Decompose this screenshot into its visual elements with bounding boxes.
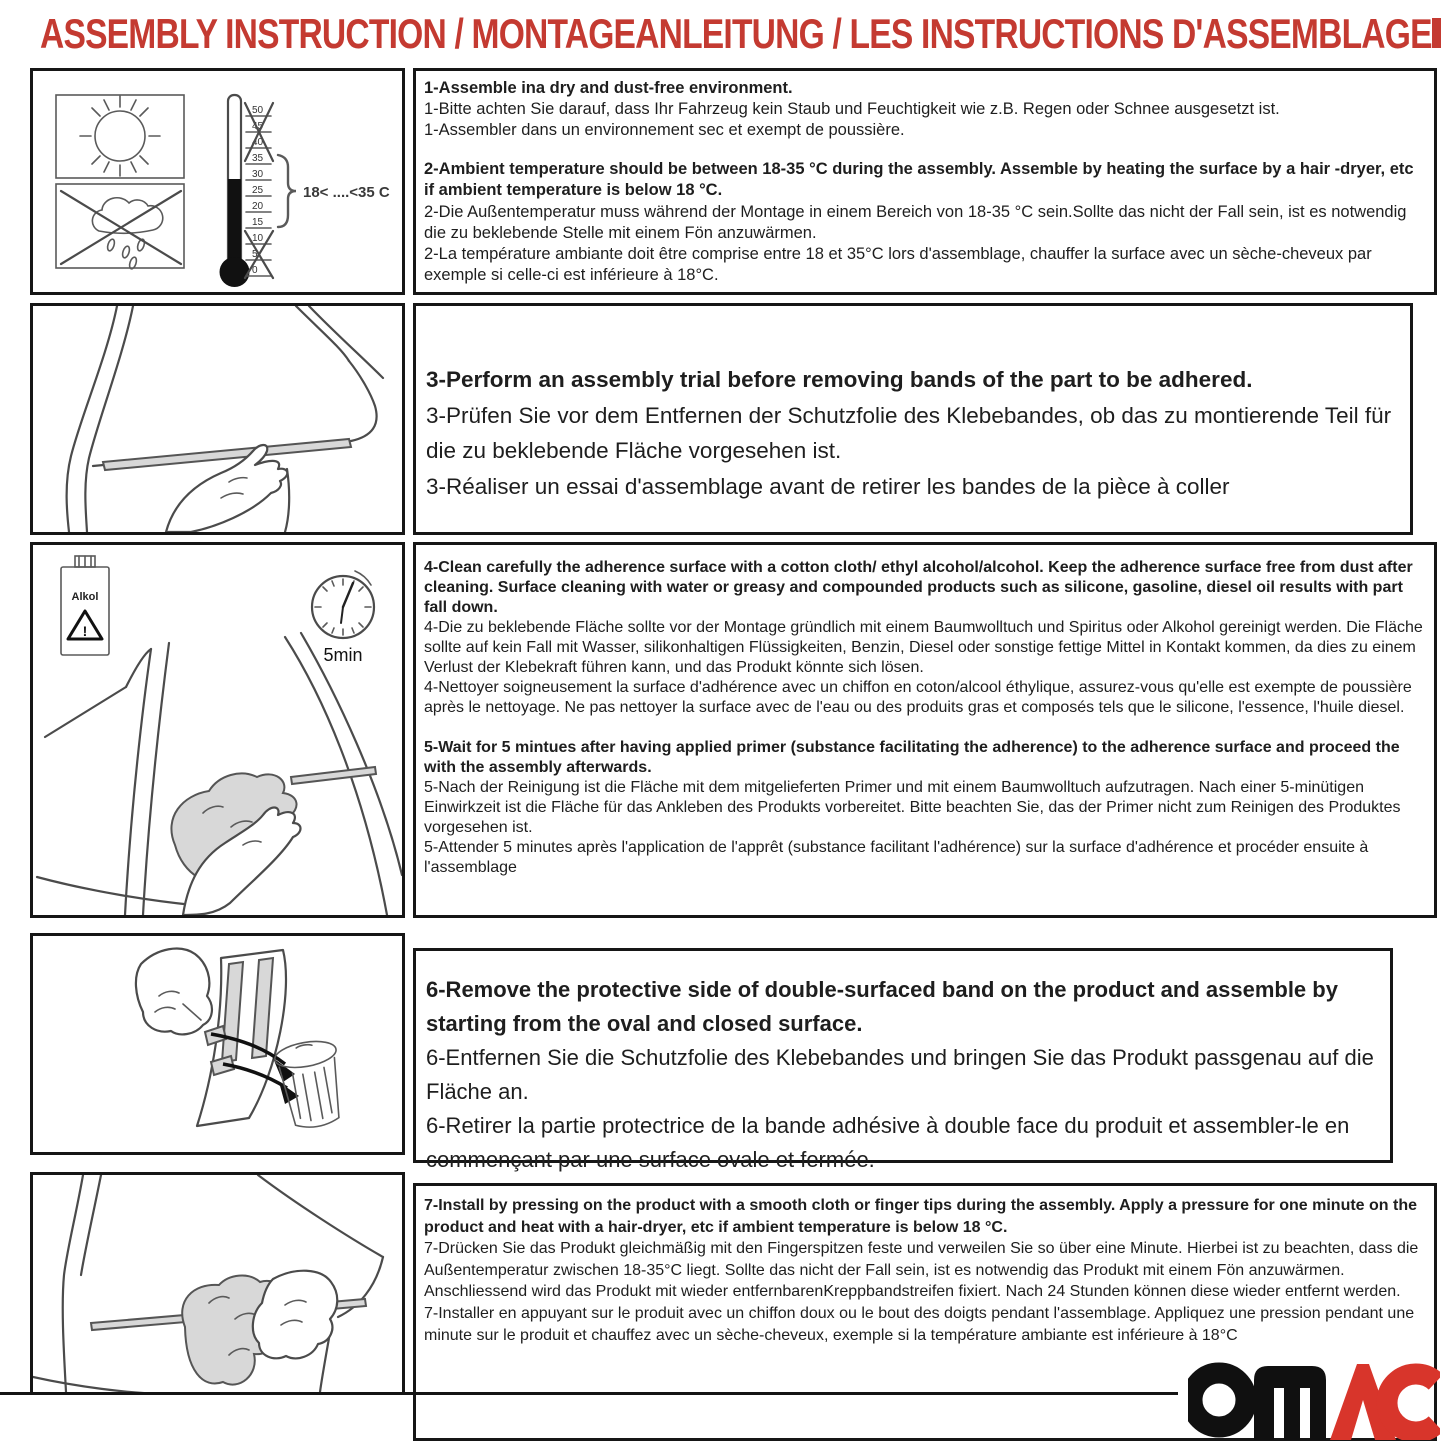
svg-text:25: 25	[252, 185, 264, 196]
step1-en: 1-Assemble ina dry and dust-free environment.	[424, 79, 793, 97]
figure-pressing	[30, 1172, 405, 1395]
step6-en: 6-Remove the protective side of double-surfaced band on the product and assemble by starting from the oval and closed surface.	[426, 977, 1338, 1037]
trash-can-icon	[273, 1037, 349, 1131]
product-panel	[197, 950, 286, 1126]
svg-text:0: 0	[252, 265, 258, 276]
bottle-label: Alkol	[71, 591, 99, 603]
alcohol-bottle-icon	[61, 556, 109, 655]
logo-letter-o	[1192, 1373, 1246, 1427]
pressing-illustration	[33, 1175, 402, 1392]
step5-de: 5-Nach der Reinigung ist die Fläche mit dem mitgelieferten Primer und mit einem Baumwolltuch aufzutragen. Nach einer 5-minütigen Einwirkzeit ist die Fläche für das Ankleben des Produkts vorbereitet. Bitte beachten Sie, das der Primer nicht zum Reinigen des Produktes vorgesehen ist.	[424, 779, 1401, 836]
svg-text:10: 10	[252, 233, 264, 244]
figure-tape-removal	[30, 933, 405, 1155]
page-title: ASSEMBLY INSTRUCTION / MONTAGEANLEITUNG / LES INSTRUCTIONS D'ASSEMBLAGE	[40, 10, 1432, 57]
omac-logo-mark	[1188, 1356, 1440, 1440]
section-steps-1-2	[413, 68, 1437, 295]
trim-strip	[103, 439, 351, 470]
svg-text:15: 15	[252, 217, 264, 228]
footer-rule	[0, 1392, 1178, 1395]
trial-fit-illustration	[33, 306, 402, 532]
step3-fr: 3-Réaliser un essai d'assemblage avant de retirer les bandes de la pièce à coller	[426, 473, 1230, 499]
figure-environment	[30, 68, 405, 295]
step5-en: 5-Wait for 5 mintues after having applied primer (substance facilitating the adherence) to the adherence surface and proceed the with the assembly afterwards.	[424, 739, 1400, 776]
step1-de: 1-Bitte achten Sie darauf, dass Ihr Fahrzeug kein Staub und Feuchtigkeit wie z.B. Regen oder Schnee ausgesetzt ist.	[424, 100, 1280, 119]
step2-de: 2-Die Außentemperatur muss während der Montage in einem Bereich von 18-35 °C sein.Sollte das nicht der Fall sein, ist es notwendig die zu beklebende Stelle mit einem Fön anzuwärmen.	[424, 202, 1407, 242]
temperature-range-label: 18< ....<35 C	[303, 184, 390, 201]
logo-letter-c	[1387, 1374, 1436, 1432]
svg-text:45: 45	[252, 121, 264, 132]
step6-fr: 6-Retirer la partie protectrice de la bande adhésive à double face du produit et assembler-le en commençant par une surface ovale et fermée.	[426, 1113, 1350, 1173]
omac-logo	[1188, 1356, 1440, 1440]
cropped-red-mark	[1432, 18, 1441, 48]
svg-text:30: 30	[252, 169, 264, 180]
step1-fr: 1-Assembler dans un environnement sec et exempt de poussière.	[424, 121, 905, 140]
step7-en: 7-Install by pressing on the product with a smooth cloth or finger tips during the assembly. Apply a pressure for one minute on the product and heat with a hair-dryer, etc if ambient temperature is below 18 °C.	[424, 1197, 1417, 1236]
logo-letter-m	[1254, 1366, 1326, 1440]
step3-de: 3-Prüfen Sie vor dem Entfernen der Schutzfolie des Klebebandes, ob das zu montierende Teil für die zu beklebende Fläche vorgesehen ist.	[426, 402, 1392, 464]
step5-fr: 5-Attender 5 minutes après l'application de l'apprêt (substance facilitant l'adhérence) sur la surface d'adhérence et procéder ensuite à l'assemblage	[424, 839, 1369, 876]
trim-strip	[291, 767, 376, 784]
svg-text:50: 50	[252, 105, 264, 116]
section-step-3	[413, 303, 1413, 535]
trim-strip	[91, 1315, 186, 1330]
section-step-6	[413, 948, 1393, 1173]
step4-en: 4-Clean carefully the adherence surface with a cotton cloth/ ethyl alcohol/alcohol. Keep the adherence surface free from dust after cleaning. Surface cleaning with water or greasy and compounded products such as silicone, gasoline, diesel oil results with part fall down.	[424, 559, 1413, 616]
hand-icon	[136, 949, 212, 1035]
step2-fr: 2-La température ambiante doit être comprise entre 18 et 35°C lors d'assemblage, chauffer la surface avec un sèche-cheveux par exemple si celle-ci est inférieure à 18°C.	[424, 244, 1372, 284]
range-brace	[278, 155, 296, 227]
svg-text:35: 35	[252, 153, 264, 164]
step2-en: 2-Ambient temperature should be between 18-35 °C during the assembly. Assemble by heating the surface by a hair -dryer, etc if ambient temperature is below 18 °C.	[424, 160, 1414, 200]
figure-cleaning	[30, 542, 405, 918]
svg-text:20: 20	[252, 201, 264, 212]
step7-fr: 7-Installer en appuyant sur le produit avec un chiffon doux ou le bout des doigts pendant l'assemblage. Appliquez une pression pendant une minute sur le produit et chauffez avec un sèche-cheveux, exemple si la température ambiante est inférieure à 18°C	[424, 1304, 1415, 1344]
environment-illustration	[33, 71, 402, 292]
step4-fr: 4-Nettoyer soigneusement la surface d'adhérence avec un chiffon en coton/alcool éthylique, assurez-vous qu'elle est exempte de poussière après le nettoyage. Ne pas nettoyer la surface avec de l'eau ou des produits gras et composés tels que le silicone, l'essence, l'huile diesel.	[424, 679, 1412, 716]
thermometer-icon	[220, 95, 390, 287]
tape-removal-illustration	[33, 936, 402, 1152]
section-steps-4-5	[413, 542, 1437, 918]
warning-triangle-icon	[68, 611, 102, 639]
clock-icon	[312, 571, 374, 665]
step4-de: 4-Die zu beklebende Fläche sollte vor der Montage gründlich mit einem Baumwolltuch und Spiritus oder Alkohol gereinigt werden. Die Fläche sollte auf kein Fall mit Wasser, silikonhaltigen Flüssigkeiten, Benzin, Diesel oder sonstige fettige Mittel in Kontakt kommen, da dies zu einem Verlust der Klebekraft führen kann, und das Produkt könnte sich lösen.	[424, 619, 1423, 676]
sun-icon	[80, 96, 160, 176]
cleaning-illustration	[33, 545, 402, 915]
cross-out-lines	[61, 191, 181, 264]
svg-text:!: !	[82, 623, 88, 639]
figure-trial-fit	[30, 303, 405, 535]
step3-en: 3-Perform an assembly trial before removing bands of the part to be adhered.	[426, 367, 1253, 392]
step7-de: 7-Drücken Sie das Produkt gleichmäßig mit den Fingerspitzen feste und verweilen Sie so über eine Minute. Hierbei ist zu beachten, dass die Außentemperatur zwischen 18-35°C liegt. Sollte das nicht der Fall sein, ist es notwendig das Produkt mit einem Fön anzuwärmen. Anschliessend wird das Produkt mit wieder entfernbarenKreppbandstreifen fixiert. Nach 24 Stunden können diese wieder entfernt werden.	[424, 1240, 1419, 1301]
svg-text:40: 40	[252, 137, 264, 148]
clock-label: 5min	[323, 645, 363, 665]
step6-de: 6-Entfernen Sie die Schutzfolie des Klebebandes und bringen Sie das Produkt passgenau auf die Fläche an.	[426, 1045, 1374, 1105]
svg-text:5: 5	[252, 249, 258, 260]
no-rain-icon	[61, 191, 181, 270]
